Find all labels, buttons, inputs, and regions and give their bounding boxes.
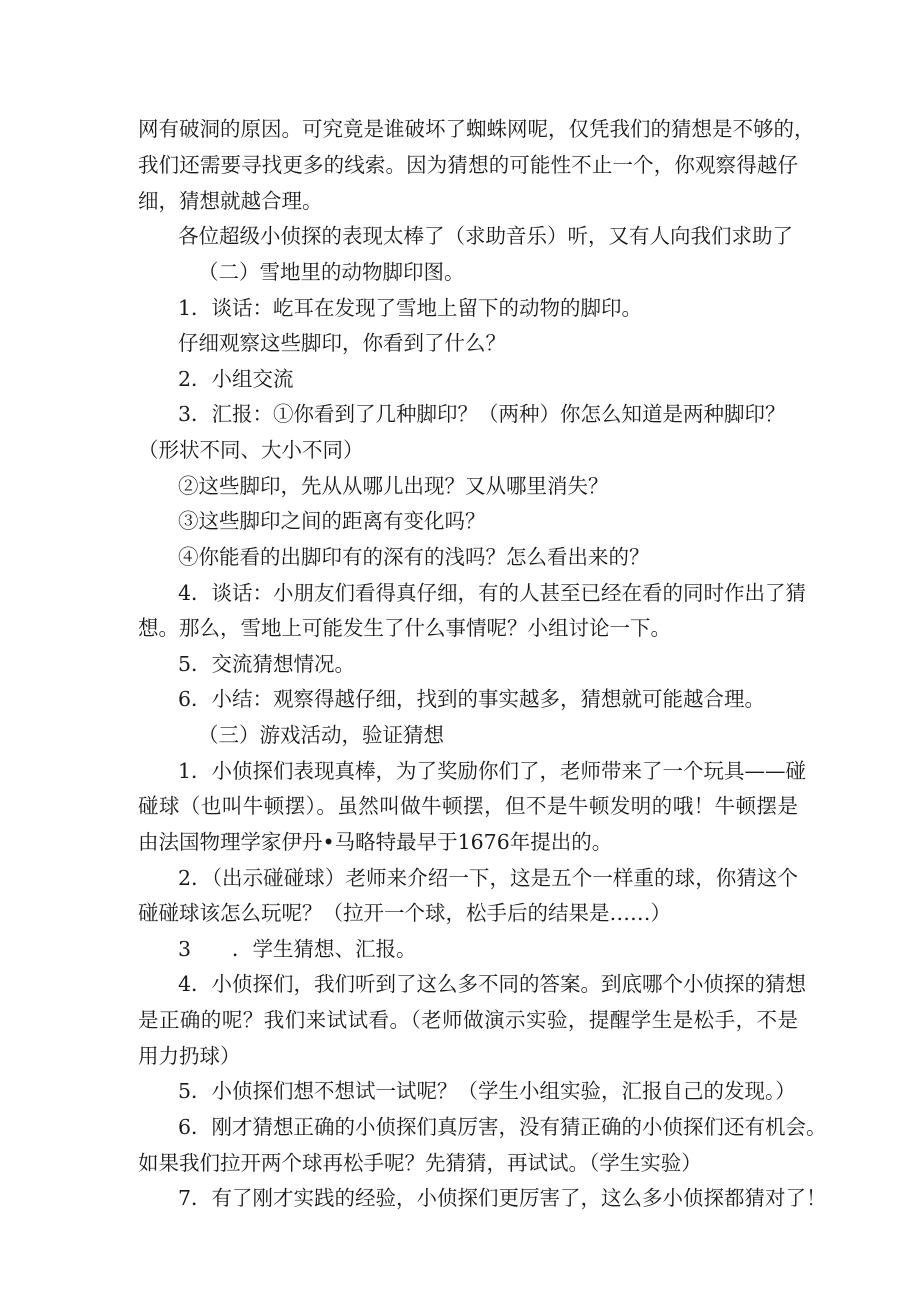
text-line: 6．刚才猜想正确的小侦探们真厉害，没有猜正确的小侦探们还有机会。 (178, 1115, 827, 1139)
text-line: 碰球（也叫牛顿摆）。虽然叫做牛顿摆，但不是牛顿发明的哦！牛顿摆是 (138, 794, 798, 818)
text-line: 仔细观察这些脚印，你看到了什么？ (178, 331, 506, 355)
section-heading: （三）游戏活动，验证猜想 (198, 723, 444, 747)
text-line: 是正确的呢？我们来试试看。（老师做演示实验，提醒学生是松手，不是 (138, 1008, 798, 1032)
text-line: 1．小侦探们表现真棒，为了奖励你们了，老师带来了一个玩具——碰 (178, 759, 807, 783)
text-line: 5．小侦探们想不想试一试呢？（学生小组实验，汇报自己的发现。） (178, 1079, 796, 1103)
text-line: 细，猜想就越合理。 (138, 189, 323, 213)
text-line: 网有破洞的原因。可究竟是谁破坏了蜘蛛网呢，仅凭我们的猜想是不够的， (138, 117, 815, 141)
text-line: 由法国物理学家伊丹•马略特最早于1676年提出的。 (138, 830, 613, 854)
text-line: 1．谈话：屹耳在发现了雪地上留下的动物的脚印。 (178, 296, 643, 320)
text-line: 7．有了刚才实践的经验，小侦探们更厉害了，这么多小侦探都猜对了！ (178, 1186, 827, 1210)
text-line: 3 ．学生猜想、汇报。 (178, 937, 417, 961)
text-line: （形状不同、大小不同） (138, 438, 364, 462)
text-line: 3．汇报：①你看到了几种脚印？（两种）你怎么知道是两种脚印？ (178, 402, 786, 426)
text-line: 5．交流猜想情况。 (178, 652, 356, 676)
text-line: 碰碰球该怎么玩呢？（拉开一个球，松手后的结果是……） (138, 901, 671, 925)
text-line: ③这些脚印之间的距离有变化吗？ (178, 509, 486, 533)
text-line: 4．谈话：小朋友们看得真仔细，有的人甚至已经在看的同时作出了猜 (178, 581, 807, 605)
text-line: 各位超级小侦探的表现太棒了（求助音乐）听，又有人向我们求助了 (178, 224, 793, 248)
text-line: 想。那么，雪地上可能发生了什么事情呢？小组讨论一下。 (138, 616, 671, 640)
text-line: ②这些脚印，先从从哪儿出现？又从哪里消失？ (178, 474, 609, 498)
text-line: 2．（出示碰碰球）老师来介绍一下，这是五个一样重的球，你猜这个 (178, 866, 798, 890)
text-line: 2．小组交流 (178, 367, 294, 391)
section-heading: （二）雪地里的动物脚印图。 (198, 260, 465, 284)
text-line: 我们还需要寻找更多的线索。因为猜想的可能性不止一个，你观察得越仔 (138, 153, 798, 177)
text-line: 6．小结：观察得越仔细，找到的事实越多，猜想就可能越合理。 (178, 687, 766, 711)
text-line: 如果我们拉开两个球再松手呢？先猜猜，再试试。（学生实验） (138, 1151, 702, 1175)
text-line: ④你能看的出脚印有的深有的浅吗？怎么看出来的？ (178, 545, 650, 569)
text-line: 用力扔球） (138, 1044, 241, 1068)
text-line: 4．小侦探们，我们听到了这么多不同的答案。到底哪个小侦探的猜想 (178, 972, 807, 996)
